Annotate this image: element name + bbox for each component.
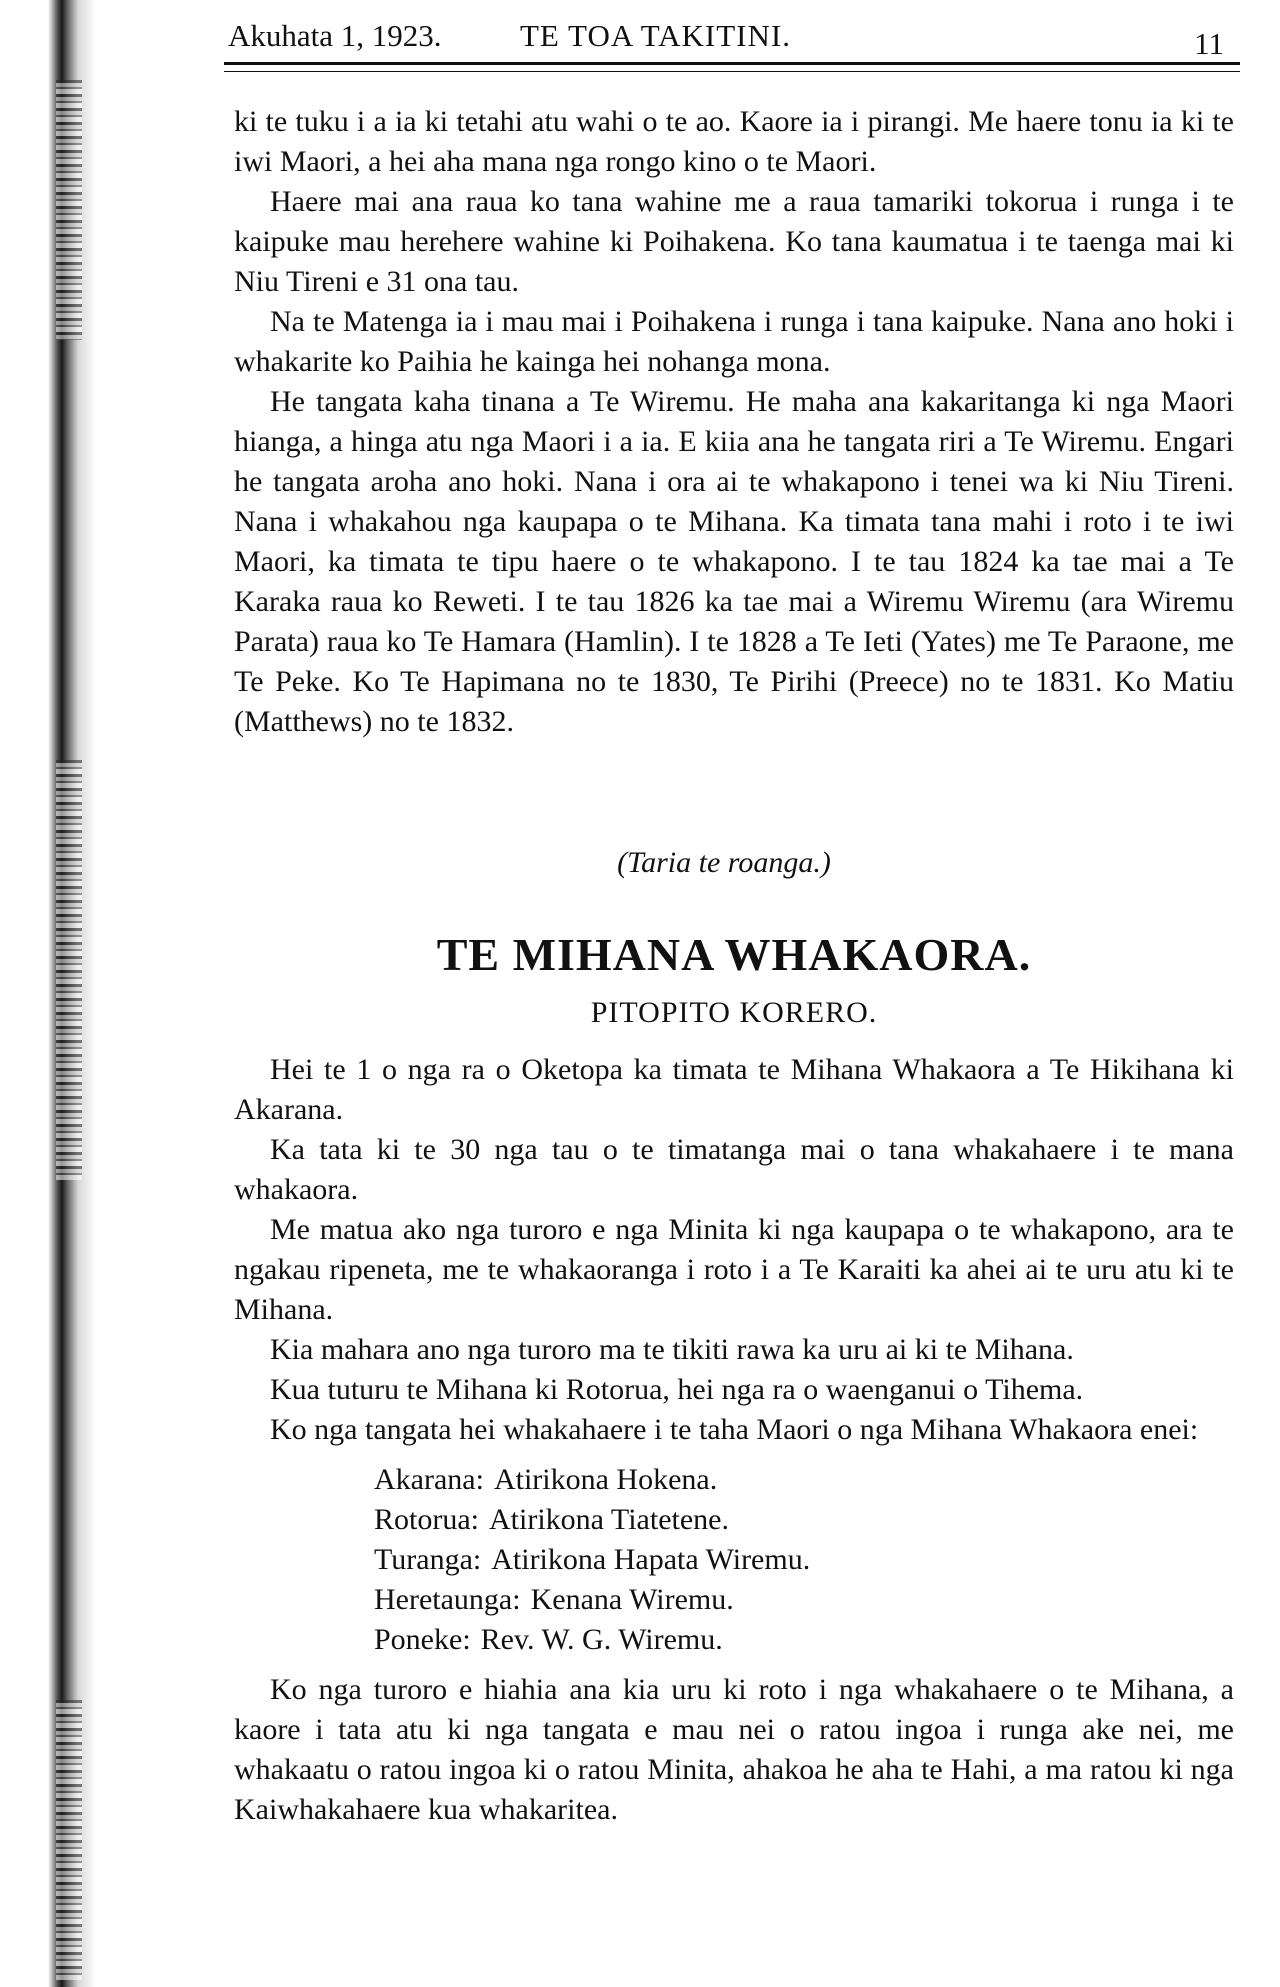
leader-name: Kenana Wiremu.: [530, 1583, 734, 1616]
section-subtitle: PITOPITO KORERO.: [590, 996, 878, 1029]
article-paragraph: He tangata kaha tinana a Te Wiremu. He maha ana kakaritanga ki nga Maori hianga, a hinga atu nga Maori i a ia. E kiia ana he tangata riri a Te Wiremu. Engari he tangata aroha ano hoki. Nana i ora ai te whakapono i tenei wa ki Niu Tireni. Nana i whakahou nga kaupapa o te Mihana. Ka timata tana mahi i roto i te iwi Maori, ka timata te tipu haere o te whakapono. I te tau 1824 ka tae mai a Te Karaka raua ko Reweti. I te tau 1826 ka tae mai a Wiremu Wiremu (ara Wiremu Parata) raua ko Te Hamara (Hamlin). I te 1828 a Te Ieti (Yates) me Te Paraone, me Te Peke. Ko Te Hapimana no te 1830, Te Pirihi (Preece) no te 1831. Ko Matiu (Matthews) no te 1832.: [234, 385, 1234, 738]
issue-date: Akuhata 1, 1923.: [228, 18, 442, 53]
leader-entry: [374, 1540, 1234, 1580]
section-title: TE MIHANA WHAKAORA.: [436, 929, 1032, 980]
scan-speckle: [56, 1700, 82, 1980]
article-paragraph: Haere mai ana raua ko tana wahine me a raua tamariki tokorua i runga i te kaipuke mau herehere wahine ki Poihakena. Ko tana kaumatua i te taenga mai ki Niu Tireni e 31 ona tau.: [234, 185, 1234, 298]
leader-name: Atirikona Tiatetene.: [489, 1503, 729, 1536]
header-rule-thick: [224, 62, 1240, 65]
newspaper-page: [224, 0, 1244, 1987]
leader-name: Rev. W. G. Wiremu.: [480, 1623, 723, 1656]
to-be-continued-note: (Taria te roanga.): [617, 846, 831, 879]
news-paragraph: Kua tuturu te Mihana ki Rotorua, hei nga ra o waenganui o Tihema.: [270, 1373, 1084, 1406]
running-head: [224, 8, 1240, 62]
leader-name: Atirikona Hokena.: [493, 1463, 718, 1496]
leader-place: Rotorua:: [374, 1503, 479, 1536]
scan-speckle: [56, 760, 82, 1180]
news-paragraph: Hei te 1 o nga ra o Oketopa ka timata te Mihana Whakaora a Te Hikihana ki Akarana.: [234, 1053, 1234, 1126]
leader-entry: [374, 1580, 1234, 1620]
scan-speckle: [56, 80, 82, 340]
news-paragraph: Kia mahara ano nga turoro ma te tikiti rawa ka uru ai ki te Mihana.: [270, 1333, 1074, 1366]
publication-title: TE TOA TAKITINI.: [520, 18, 791, 53]
leader-name: Atirikona Hapata Wiremu.: [491, 1543, 811, 1576]
header-rule-thin: [224, 71, 1240, 72]
news-paragraph: Me matua ako nga turoro e nga Minita ki nga kaupapa o te whakapono, ara te ngakau ripeneta, me te whakaoranga i roto i a Te Karaiti ka ahei ai te uru atu ki te Mihana.: [234, 1213, 1234, 1326]
leader-entry: [374, 1500, 1234, 1540]
news-items: [234, 1050, 1234, 1830]
leader-entry: [374, 1620, 1234, 1660]
leader-place: Turanga:: [374, 1543, 482, 1576]
news-paragraph: Ko nga turoro e hiahia ana kia uru ki roto i nga whakahaere o te Mihana, a kaore i tata atu ki nga tangata e mau nei o ratou ingoa i runga ake nei, me whakaatu o ratou ingoa ki o ratou Minita, ahakoa he aha te Hahi, a ma ratou ki nga Kaiwhakahaere kua whakaritea.: [234, 1673, 1234, 1826]
leader-place: Heretaunga:: [374, 1583, 521, 1616]
article-paragraph: Na te Matenga ia i mau mai i Poihakena i runga i tana kaipuke. Nana ano hoki i whakarite ko Paihia he kainga hei nohanga mona.: [234, 305, 1234, 378]
article-continuation: [234, 102, 1234, 742]
article-paragraph: ki te tuku i a ia ki tetahi atu wahi o te ao. Kaore ia i pirangi. Me haere tonu ia ki te iwi Maori, a hei aha mana nga rongo kino o te Maori.: [234, 105, 1234, 178]
news-paragraph: Ka tata ki te 30 nga tau o te timatanga mai o tana whakahaere i te mana whakaora.: [234, 1133, 1234, 1206]
leader-entry: [374, 1460, 1234, 1500]
leader-place: Akarana:: [374, 1463, 484, 1496]
scan-binding-edge: [0, 0, 100, 1987]
mission-leaders-list: [374, 1460, 1234, 1660]
leader-place: Poneke:: [374, 1623, 471, 1656]
page-number: 11: [1194, 26, 1224, 61]
news-paragraph: Ko nga tangata hei whakahaere i te taha Maori o nga Mihana Whakaora enei:: [270, 1413, 1199, 1446]
